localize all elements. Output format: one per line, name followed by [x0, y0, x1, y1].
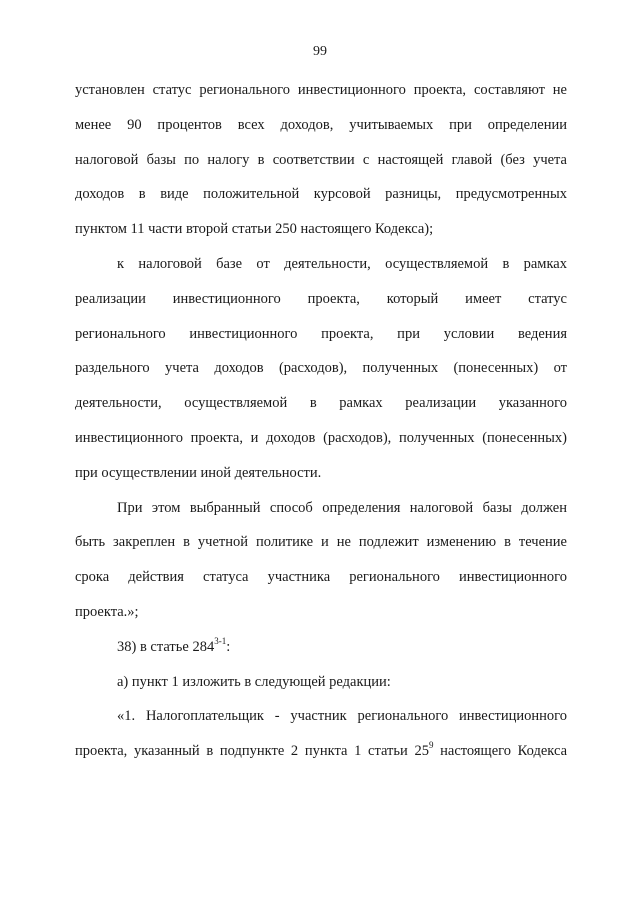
- line-text: при осуществлении иной деятельности.: [75, 464, 322, 481]
- text-line: [75, 598, 567, 633]
- text-line: [75, 320, 567, 355]
- line-text: менее 90 процентов всех доходов, учитываемых при определении: [75, 116, 567, 133]
- line-text: срока действия статуса участника регионального инвестиционного: [75, 569, 567, 586]
- text-line: [75, 459, 567, 494]
- text-line: [75, 111, 567, 146]
- line-text: быть закреплен в учетной политике и не подлежит изменению в течение: [75, 534, 567, 551]
- line-text-after: :: [226, 638, 231, 655]
- line-text: а) пункт 1 изложить в следующей редакции:: [117, 673, 391, 690]
- line-text: раздельного учета доходов (расходов), полученных (понесенных) от: [75, 360, 567, 377]
- line-text: инвестиционного проекта, и доходов (расходов), полученных (понесенных): [75, 429, 567, 446]
- text-line: [75, 702, 567, 737]
- line-text: проекта, указанный в подпункте 2 пункта 1 статьи 25: [75, 743, 429, 760]
- text-line: [75, 633, 567, 668]
- text-line: [75, 285, 567, 320]
- text-line: [75, 563, 567, 598]
- document-body: [75, 76, 567, 772]
- text-line: [75, 146, 567, 181]
- superscript: 9: [428, 740, 434, 751]
- text-line: [75, 76, 567, 111]
- text-line: [75, 737, 567, 772]
- text-line: [75, 250, 567, 285]
- line-text: реализации инвестиционного проекта, который имеет статус: [75, 290, 567, 307]
- line-text: к налоговой базе от деятельности, осуществляемой в рамках: [117, 255, 567, 272]
- text-line: [75, 424, 567, 459]
- line-text: деятельности, осуществляемой в рамках реализации указанного: [75, 395, 567, 412]
- text-line: [75, 528, 567, 563]
- text-line: [75, 668, 567, 703]
- line-text: налоговой базы по налогу в соответствии с настоящей главой (без учета: [75, 151, 567, 168]
- text-line: [75, 354, 567, 389]
- line-text: При этом выбранный способ определения налоговой базы должен: [117, 499, 567, 516]
- text-line: [75, 215, 567, 250]
- page-number: 99: [313, 44, 327, 59]
- line-text: «1. Налогоплательщик - участник регионального инвестиционного: [117, 708, 567, 725]
- text-line: [75, 494, 567, 529]
- line-text: регионального инвестиционного проекта, при условии ведения: [75, 325, 567, 342]
- superscript: 3-1: [214, 635, 227, 646]
- line-text: пунктом 11 части второй статьи 250 настоящего Кодекса);: [75, 221, 434, 238]
- line-text: установлен статус регионального инвестиционного проекта, составляют не: [75, 82, 567, 98]
- text-line: [75, 389, 567, 424]
- line-text: проекта.»;: [75, 603, 139, 620]
- line-text: 38) в статье 284: [117, 638, 215, 655]
- line-text: доходов в виде положительной курсовой разницы, предусмотренных: [75, 186, 567, 203]
- line-text-after: настоящего Кодекса: [433, 743, 567, 760]
- text-line: [75, 180, 567, 215]
